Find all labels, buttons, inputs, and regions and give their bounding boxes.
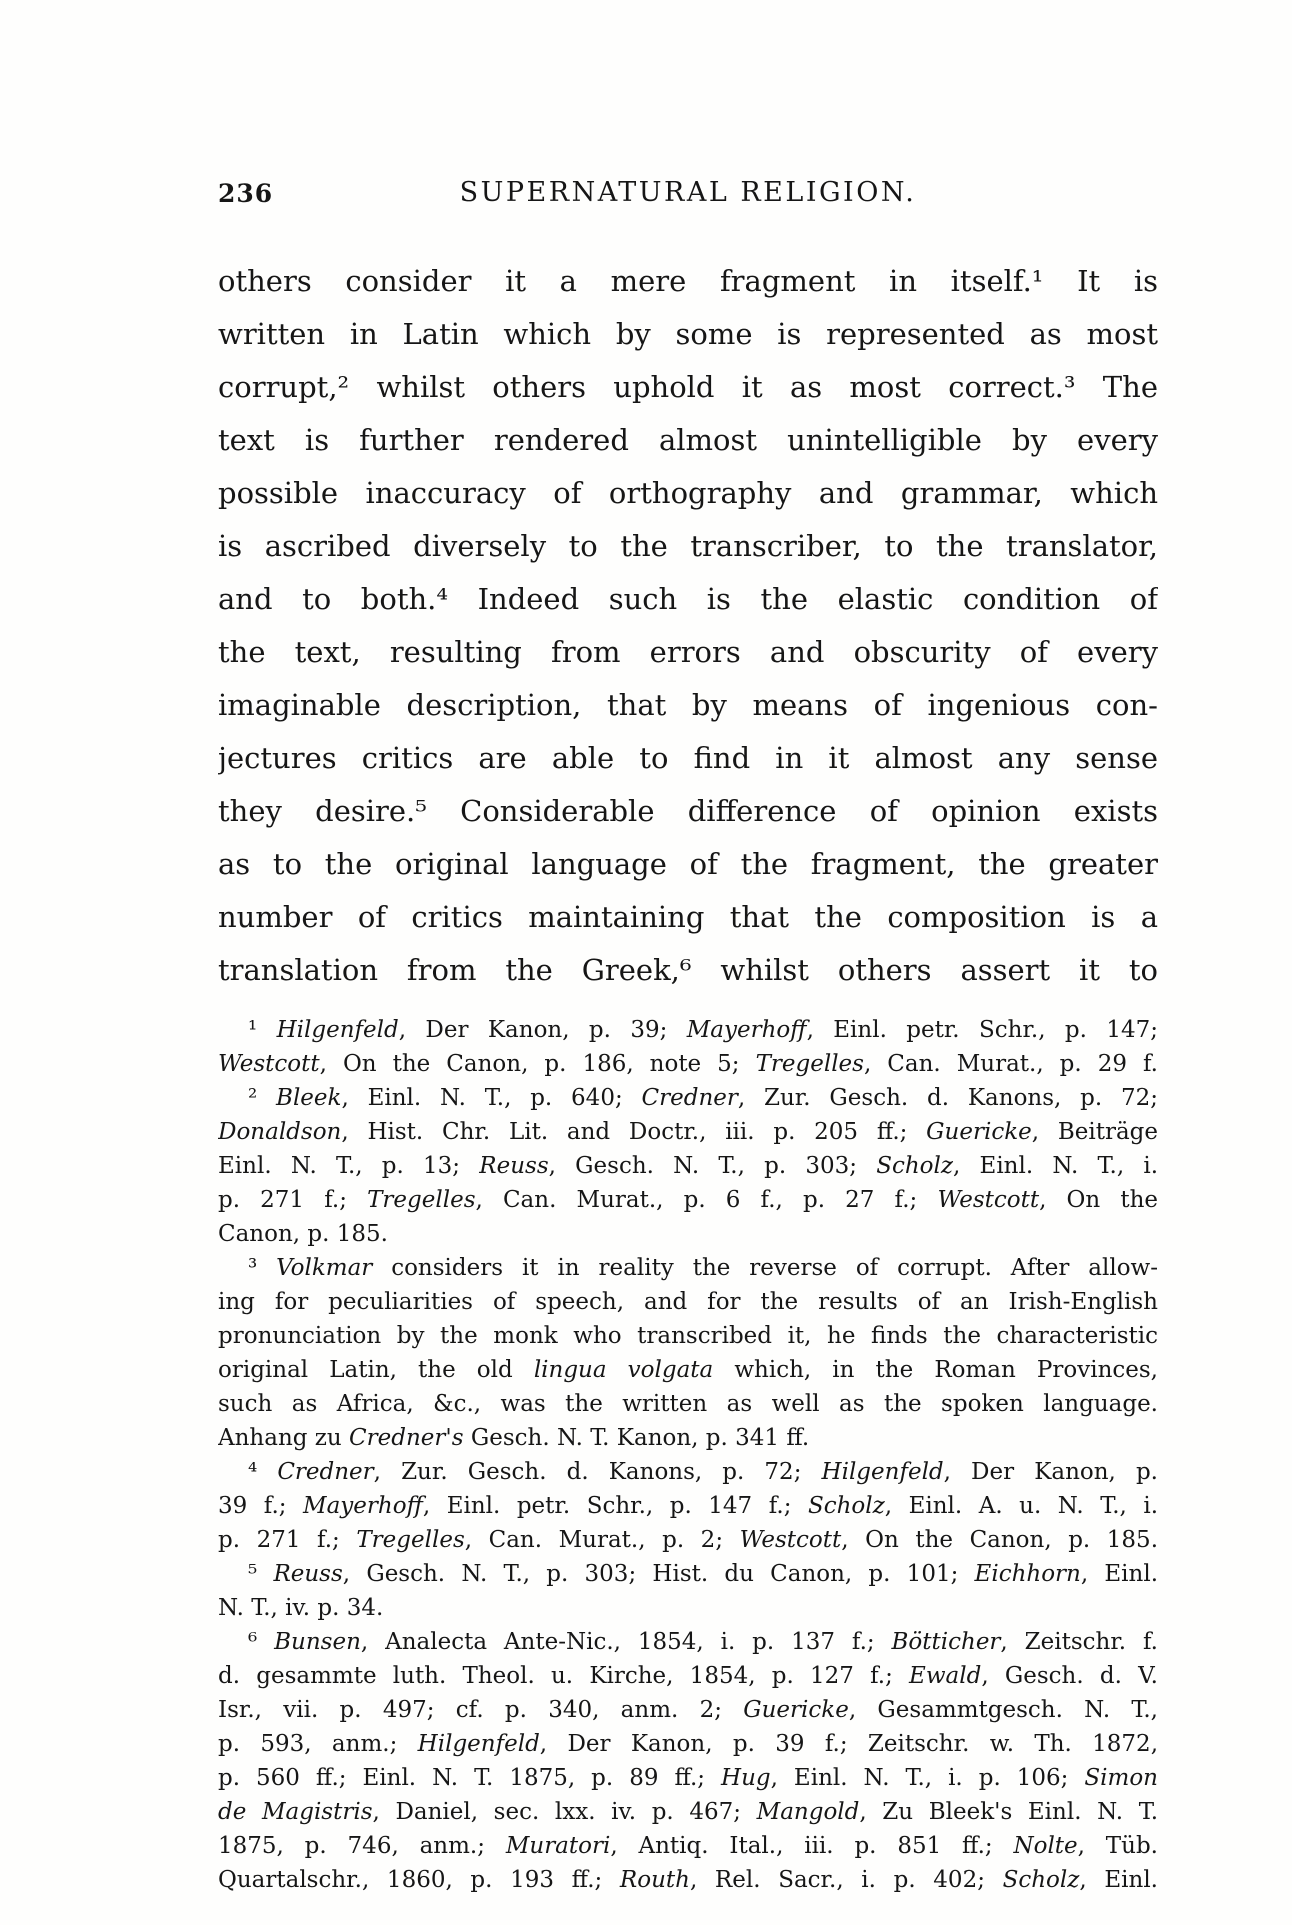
body-text-line: number of critics maintaining that the composition is a — [218, 900, 1158, 934]
footnote-line: N. T., iv. p. 34. — [218, 1595, 384, 1621]
footnote-line: ⁶ Bunsen, Analecta Ante-Nic., 1854, i. p. 137 f.; Bötticher, Zeitschr. f. — [248, 1629, 1158, 1655]
footnote-line: pronunciation by the monk who transcribed it, he finds the characteristic — [218, 1323, 1158, 1349]
footnote-line: d. gesammte luth. Theol. u. Kirche, 1854, p. 127 f.; Ewald, Gesch. d. V. — [218, 1663, 1158, 1689]
body-text-line: is ascribed diversely to the transcriber, to the translator, — [218, 529, 1158, 563]
running-title: SUPERNATURAL RELIGION. — [459, 177, 917, 208]
footnotes — [218, 1013, 1158, 1897]
footnote-line: 39 f.; Mayerhoff, Einl. petr. Schr., p. 147 f.; Scholz, Einl. A. u. N. T., i. — [218, 1493, 1158, 1519]
body-text-line: jectures critics are able to find in it almost any sense — [218, 741, 1158, 775]
footnote-line: ing for peculiarities of speech, and for the results of an Irish-English — [218, 1289, 1158, 1315]
body-text-line: imaginable description, that by means of ingenious con- — [218, 688, 1158, 722]
footnote-line: de Magistris, Daniel, sec. lxx. iv. p. 467; Mangold, Zu Bleek's Einl. N. T. — [218, 1799, 1158, 1825]
footnote-2 — [218, 1081, 1158, 1251]
body-text-line: possible inaccuracy of orthography and grammar, which — [218, 476, 1158, 510]
footnote-1 — [218, 1013, 1158, 1081]
body-text-line: they desire.⁵ Considerable difference of opinion exists — [218, 794, 1158, 828]
page-header — [218, 175, 1158, 211]
footnote-line: ⁴ Credner, Zur. Gesch. d. Kanons, p. 72; Hilgenfeld, Der Kanon, p. — [248, 1459, 1158, 1485]
footnote-line: Isr., vii. p. 497; cf. p. 340, anm. 2; Guericke, Gesammtgesch. N. T., — [218, 1697, 1158, 1723]
footnote-6 — [218, 1625, 1158, 1897]
footnote-5 — [218, 1557, 1158, 1625]
footnote-line: Einl. N. T., p. 13; Reuss, Gesch. N. T., p. 303; Scholz, Einl. N. T., i. — [218, 1153, 1158, 1179]
footnote-line: ⁵ Reuss, Gesch. N. T., p. 303; Hist. du Canon, p. 101; Eichhorn, Einl. — [248, 1561, 1158, 1587]
body-text-line: others consider it a mere fragment in itself.¹ It is — [218, 264, 1158, 298]
footnote-3 — [218, 1251, 1158, 1455]
footnote-line: Canon, p. 185. — [218, 1221, 388, 1247]
body-text — [218, 255, 1158, 997]
footnote-line: Anhang zu Credner's Gesch. N. T. Kanon, p. 341 ff. — [218, 1425, 810, 1451]
footnote-line: original Latin, the old lingua volgata which, in the Roman Provinces, — [218, 1357, 1158, 1383]
footnote-line: 1875, p. 746, anm.; Muratori, Antiq. Ital., iii. p. 851 ff.; Nolte, Tüb. — [218, 1833, 1158, 1859]
footnote-line: ¹ Hilgenfeld, Der Kanon, p. 39; Mayerhoff, Einl. petr. Schr., p. 147; — [248, 1017, 1158, 1043]
footnote-line: p. 271 f.; Tregelles, Can. Murat., p. 2; Westcott, On the Canon, p. 185. — [218, 1527, 1158, 1553]
footnote-line: p. 271 f.; Tregelles, Can. Murat., p. 6 f., p. 27 f.; Westcott, On the — [218, 1187, 1158, 1213]
body-text-line: the text, resulting from errors and obscurity of every — [218, 635, 1158, 669]
body-text-line: translation from the Greek,⁶ whilst others assert it to — [218, 953, 1158, 987]
footnote-line: p. 560 ff.; Einl. N. T. 1875, p. 89 ff.; Hug, Einl. N. T., i. p. 106; Simon — [218, 1765, 1158, 1791]
footnote-4 — [218, 1455, 1158, 1557]
body-text-line: as to the original language of the fragment, the greater — [218, 847, 1158, 881]
footnote-line: Quartalschr., 1860, p. 193 ff.; Routh, Rel. Sacr., i. p. 402; Scholz, Einl. — [218, 1867, 1158, 1893]
body-text-line: and to both.⁴ Indeed such is the elastic condition of — [218, 582, 1158, 616]
footnote-line: p. 593, anm.; Hilgenfeld, Der Kanon, p. 39 f.; Zeitschr. w. Th. 1872, — [218, 1731, 1158, 1757]
footnote-line: Westcott, On the Canon, p. 186, note 5; Tregelles, Can. Murat., p. 29 f. — [218, 1051, 1158, 1077]
page-number: 236 — [218, 179, 274, 208]
footnote-line: Donaldson, Hist. Chr. Lit. and Doctr., iii. p. 205 ff.; Guericke, Beiträge — [218, 1119, 1158, 1145]
body-text-line: text is further rendered almost unintelligible by every — [218, 423, 1158, 457]
footnote-line: ² Bleek, Einl. N. T., p. 640; Credner, Zur. Gesch. d. Kanons, p. 72; — [248, 1085, 1158, 1111]
footnote-line: such as Africa, &c., was the written as well as the spoken language. — [218, 1391, 1158, 1417]
body-text-line: written in Latin which by some is represented as most — [218, 317, 1158, 351]
body-text-line: corrupt,² whilst others uphold it as most correct.³ The — [218, 370, 1158, 404]
footnote-line: ³ Volkmar considers it in reality the reverse of corrupt. After allow- — [248, 1255, 1158, 1281]
